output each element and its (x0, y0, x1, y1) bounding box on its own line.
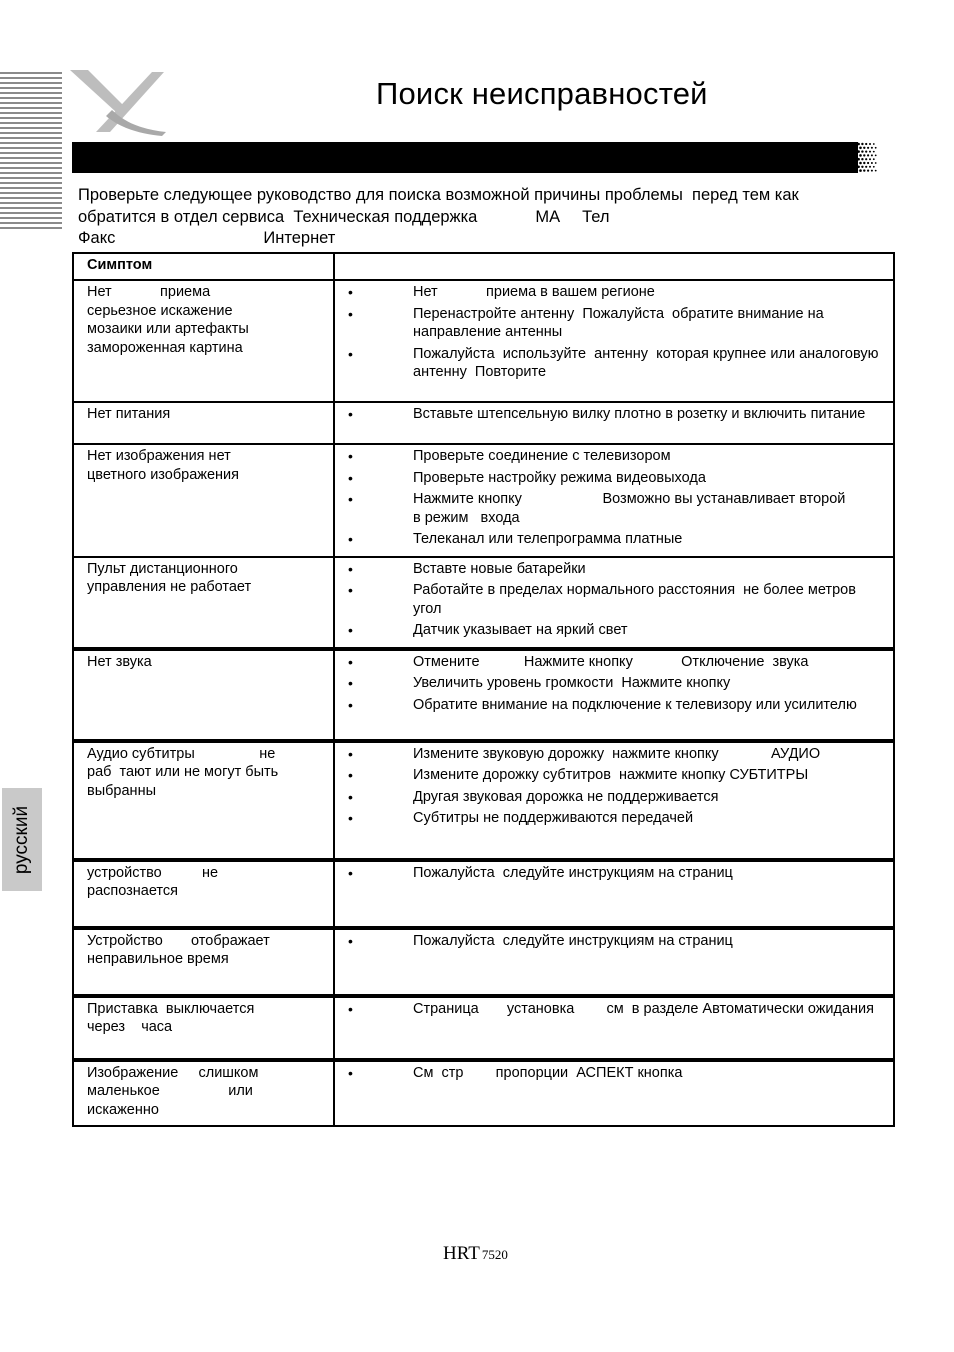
solution-list (343, 447, 926, 549)
solution-list (343, 1000, 885, 1019)
solution-item: • Отмените Нажмите кнопку Отключение звука (343, 653, 885, 672)
solution-cell (334, 996, 894, 1060)
symptom-line: Устройство отображает (87, 932, 270, 949)
symptom-line: Нет приема (87, 284, 211, 300)
symptom-line: неправильное время (87, 951, 229, 967)
solution-item: • Измените звуковую дорожку нажмите кнопку АУДИО (343, 745, 885, 764)
solution-cell (334, 649, 894, 741)
intro-paragraph (78, 185, 888, 250)
intro-line-2 (78, 207, 888, 229)
solution-list (343, 560, 885, 640)
solution-item: • Проверьте соединение с телевизором (343, 447, 885, 466)
table-row (73, 402, 894, 444)
header-bar (72, 142, 858, 173)
solution-item: • Датчик указывает на яркий свет (343, 621, 885, 640)
table-row (73, 1060, 894, 1126)
symptom-line: устройство не (87, 864, 219, 881)
symptom-cell (73, 928, 334, 996)
symptom-cell (73, 860, 334, 928)
solution-cell (334, 280, 894, 402)
symptom-cell (73, 649, 334, 741)
solution-item: • Пожалуйста используйте антенну которая крупнее или аналоговую антенну Повторите (343, 345, 885, 382)
symptom-cell (73, 557, 334, 649)
solution-item: • Работайте в пределах нормального расстояния не более метров угол (343, 581, 885, 618)
symptom-line: замороженная картина (87, 339, 243, 356)
solution-item: • Субтитры не поддерживаются передачей (343, 809, 885, 828)
symptom-cell (73, 1060, 334, 1126)
solution-item: • Увеличить уровень громкости Нажмите кнопку (343, 674, 885, 693)
intro-internet: Интернет (263, 229, 336, 247)
intro-line-3 (78, 228, 888, 250)
symptom-cell (73, 402, 334, 444)
solution-list (343, 745, 885, 828)
table-row (73, 280, 894, 402)
solution-list (343, 1064, 885, 1083)
table-row (73, 649, 894, 741)
solution-header (334, 253, 894, 280)
symptom-line: управления не работает (87, 579, 252, 595)
solution-cell (334, 860, 894, 928)
intro-line-1: Проверьте следующее руководство для поиска возможной причины проблемы перед тем как (78, 186, 799, 204)
intro-fax: Факс (78, 229, 116, 247)
footer-model-name: HRT (443, 1243, 480, 1264)
symptom-header: Симптом (73, 253, 334, 280)
solution-item: • Вставте новые батарейки (343, 560, 885, 579)
solution-item: • Нажмите кнопку Возможно вы устанавливает второй в режим входа (343, 490, 885, 527)
language-tab-label: русский (11, 805, 32, 874)
troubleshooting-table (72, 252, 926, 1127)
symptom-cell (73, 741, 334, 860)
solution-item: • Телеканал или телепрограмма платные (343, 530, 885, 549)
solution-item: • Нет приема в вашем регионе (343, 283, 885, 302)
footer-model (443, 1243, 508, 1265)
symptom-line: искаженно (87, 1101, 159, 1118)
symptom-line: Нет изображения нет (87, 448, 231, 464)
table-row (73, 741, 894, 860)
symptom-cell (73, 280, 334, 402)
table-row (73, 444, 894, 557)
table-row (73, 996, 894, 1060)
solution-item: • Перенастройте антенну Пожалуйста обратите внимание на направление антенны (343, 305, 885, 342)
symptom-line: Пульт дистанционного (87, 560, 238, 577)
solution-item: • Пожалуйста следуйте инструкциям на страниц (343, 932, 885, 951)
symptom-line: через часа (87, 1019, 173, 1035)
solution-item: • Пожалуйста следуйте инструкциям на страниц (343, 864, 885, 883)
page-title: Поиск неисправностей (376, 76, 708, 111)
symptom-line: цветного изображения (87, 466, 240, 483)
symptom-line: маленькое или (87, 1083, 253, 1099)
solution-item: • См стр пропорции АСПЕКТ кнопка (343, 1064, 885, 1083)
solution-cell (334, 557, 894, 649)
solution-item: • Обратите внимание на подключение к телевизору или усилителю (343, 696, 885, 715)
solution-cell (334, 741, 894, 860)
symptom-line: выбранны (87, 782, 156, 799)
symptom-line: мозаики или артефакты (87, 321, 249, 337)
solution-item: • Другая звуковая дорожка не поддерживается (343, 788, 885, 807)
solution-cell (334, 444, 926, 557)
symptom-line: Аудио субтитры не (87, 745, 276, 762)
solution-cell (334, 402, 894, 444)
symptom-line: серьезное искажение (87, 302, 233, 319)
solution-item: • Вставьте штепсельную вилку плотно в розетку и включить питание (343, 405, 885, 424)
intro-tel: Тел (582, 207, 610, 226)
solution-list (343, 864, 885, 883)
solution-list (343, 283, 885, 382)
table-header-row (73, 253, 894, 280)
solution-item: • Страница установка см в разделе Автоматически ожидания (343, 1000, 885, 1019)
x-logo (66, 66, 170, 138)
solution-item: • Измените дорожку субтитров нажмите кнопку СУБТИТРЫ (343, 766, 885, 785)
solution-list (343, 932, 885, 951)
solution-item: • Проверьте настройку режима видеовыхода (343, 469, 885, 488)
symptom-line: Нет звука (87, 653, 152, 670)
table-row (73, 928, 894, 996)
table-row (73, 557, 894, 649)
symptom-line: Изображение слишком (87, 1064, 259, 1081)
decorative-stripes (0, 72, 62, 232)
footer-model-number: 7520 (481, 1247, 508, 1262)
symptom-cell (73, 996, 334, 1060)
intro-support: обратится в отдел сервиса Техническая поддержка (78, 207, 478, 226)
solution-cell (334, 1060, 894, 1126)
symptom-line: распознается (87, 883, 179, 899)
table-row (73, 860, 894, 928)
symptom-cell (73, 444, 334, 557)
language-tab (2, 788, 42, 891)
solution-list (343, 653, 885, 715)
solution-list (343, 405, 885, 424)
symptom-line: раб тают или не могут быть (87, 764, 279, 780)
intro-ma: МА (535, 207, 561, 226)
solution-cell (334, 928, 894, 996)
symptom-line: Нет питания (87, 406, 171, 422)
dot-pattern-decoration (848, 142, 892, 173)
symptom-line: Приставка выключается (87, 1000, 255, 1017)
